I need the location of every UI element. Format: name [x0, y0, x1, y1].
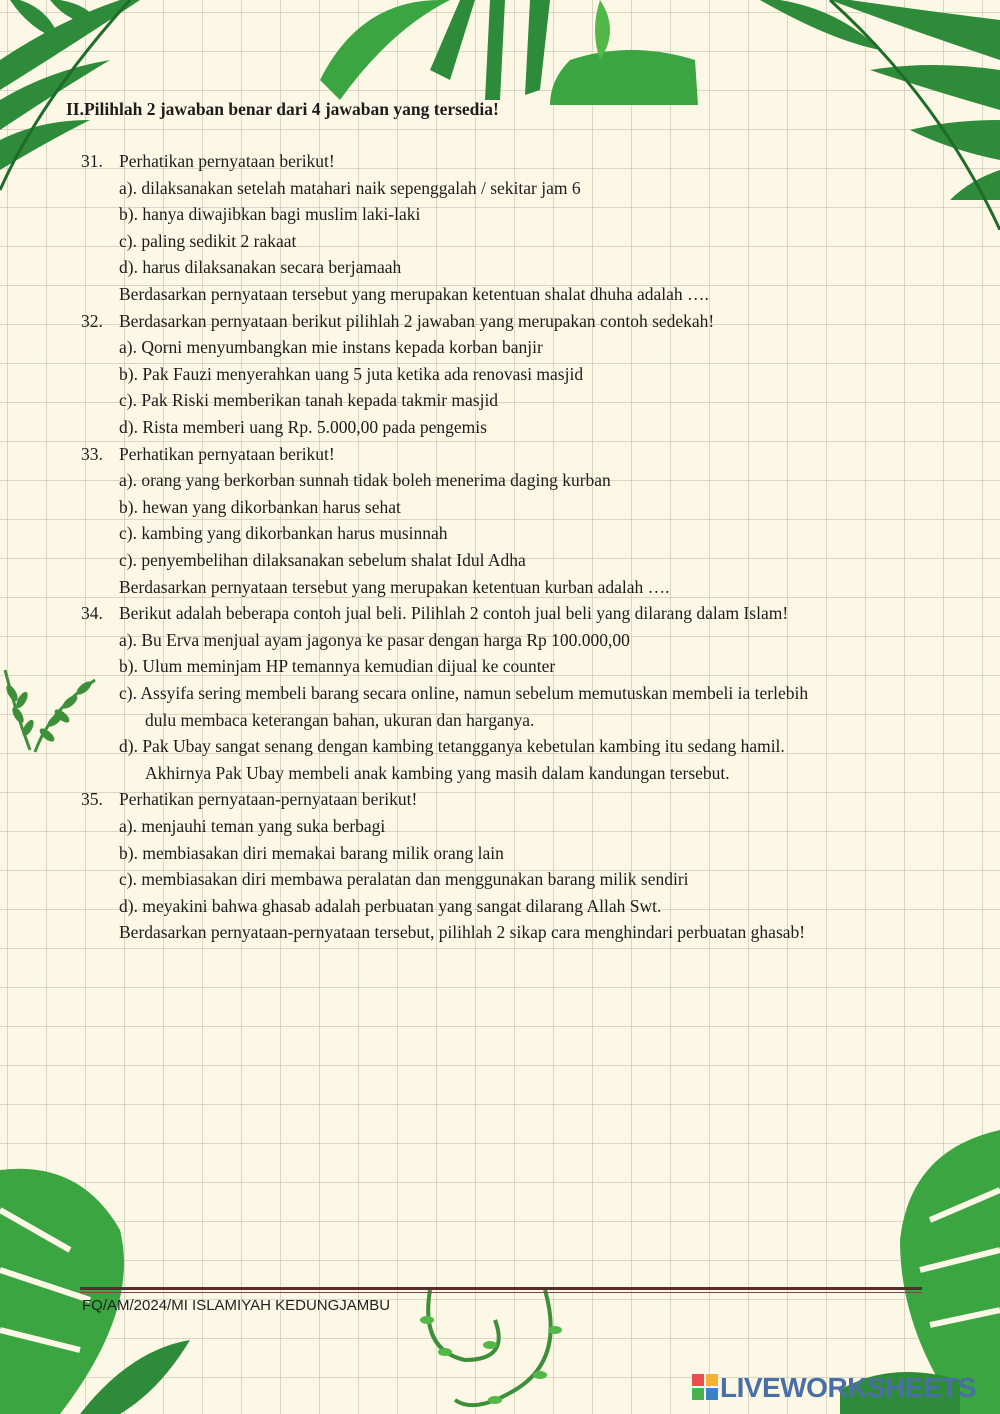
question-number: 33.: [81, 443, 103, 464]
question-stem: Perhatikan pernyataan berikut!: [119, 151, 335, 171]
question-stem: Perhatikan pernyataan-pernyataan berikut!: [119, 789, 418, 810]
answer-option: d). meyakini bahwa ghasab adalah perbuatan yang sangat dilarang Allah Swt.: [119, 895, 662, 916]
answer-option: b). hanya diwajibkan bagi muslim laki-laki: [119, 204, 421, 225]
answer-option: c). Pak Riski memberikan tanah kepada takmir masjid: [119, 390, 499, 411]
answer-option: Akhirnya Pak Ubay membeli anak kambing yang masih dalam kandungan tersebut.: [145, 762, 730, 783]
answer-option: b). hewan yang dikorbankan harus sehat: [119, 496, 401, 517]
question-prompt: Berdasarkan pernyataan-pernyataan tersebut, pilihlah 2 sikap cara menghindari perbuatan ghasab!: [119, 922, 806, 943]
answer-option: a). Qorni menyumbangkan mie instans kepada korban banjir: [119, 337, 543, 358]
brand-text: LIVEWORKSHEETS: [720, 1372, 976, 1403]
answer-option: c). membiasakan diri membawa peralatan dan menggunakan barang milik sendiri: [119, 869, 689, 890]
answer-option: c). kambing yang dikorbankan harus musinnah: [119, 523, 448, 544]
footer-code: FQ/AM/2024/MI ISLAMIYAH KEDUNGJAMBU: [82, 1297, 391, 1314]
palm-leaf-top-right-icon: [720, 0, 1000, 230]
monstera-leaf-top-center-icon: [300, 0, 700, 110]
question-number: 35.: [81, 789, 103, 810]
question-stem: Berdasarkan pernyataan berikut pilihlah 2 jawaban yang merupakan contoh sedekah!: [119, 310, 715, 331]
monstera-leaf-bottom-left-icon: [0, 1150, 190, 1414]
answer-option: b). membiasakan diri memakai barang milik orang lain: [119, 842, 504, 863]
fern-sprig-left-icon: [0, 660, 100, 755]
question-number: 34.: [81, 603, 103, 624]
question-number: 31.: [81, 151, 103, 171]
liveworksheets-logo: [692, 1372, 976, 1404]
answer-option: a). dilaksanakan setelah matahari naik sepenggalah / sekitar jam 6: [119, 177, 581, 198]
answer-option: d). Pak Ubay sangat senang dengan kambing tetangganya kebetulan kambing itu sedang hamil.: [119, 736, 785, 757]
answer-option: b). Pak Fauzi menyerahkan uang 5 juta ketika ada renovasi masjid: [119, 363, 584, 384]
answer-option: a). orang yang berkorban sunnah tidak boleh menerima daging kurban: [119, 470, 611, 491]
question-prompt: Berdasarkan pernyataan tersebut yang merupakan ketentuan shalat dhuha adalah ….: [119, 284, 709, 304]
answer-option: b). Ulum meminjam HP temannya kemudian dijual ke counter: [119, 656, 556, 677]
question-stem: Perhatikan pernyataan berikut!: [119, 443, 335, 464]
answer-option: d). Rista memberi uang Rp. 5.000,00 pada pengemis: [119, 417, 487, 437]
answer-option: d). harus dilaksanakan secara berjamaah: [119, 257, 402, 278]
hanging-vine-icon: [415, 1290, 565, 1414]
section-heading: II.Pilihlah 2 jawaban benar dari 4 jawaban yang tersedia!: [66, 99, 499, 119]
footer-rule-thick: [80, 1287, 922, 1290]
answer-option: a). Bu Erva menjual ayam jagonya ke pasar dengan harga Rp 100.000,00: [119, 629, 630, 650]
question-stem: Berikut adalah beberapa contoh jual beli. Pilihlah 2 contoh jual beli yang dilarang dalam Islam!: [119, 603, 789, 624]
liveworksheets-logo-icon: [692, 1374, 718, 1400]
question-prompt: Berdasarkan pernyataan tersebut yang merupakan ketentuan kurban adalah ….: [119, 576, 670, 597]
answer-option: c). paling sedikit 2 rakaat: [119, 230, 297, 251]
answer-option: dulu membaca keterangan bahan, ukuran dan harganya.: [145, 709, 535, 730]
question-number: 32.: [81, 310, 103, 331]
footer-rule-thin: [80, 1292, 922, 1293]
answer-option: c). Assyifa sering membeli barang secara online, namun sebelum memutuskan membeli ia terlebih: [119, 683, 809, 703]
answer-option: c). penyembelihan dilaksanakan sebelum shalat Idul Adha: [119, 550, 526, 570]
answer-option: a). menjauhi teman yang suka berbagi: [119, 816, 386, 836]
